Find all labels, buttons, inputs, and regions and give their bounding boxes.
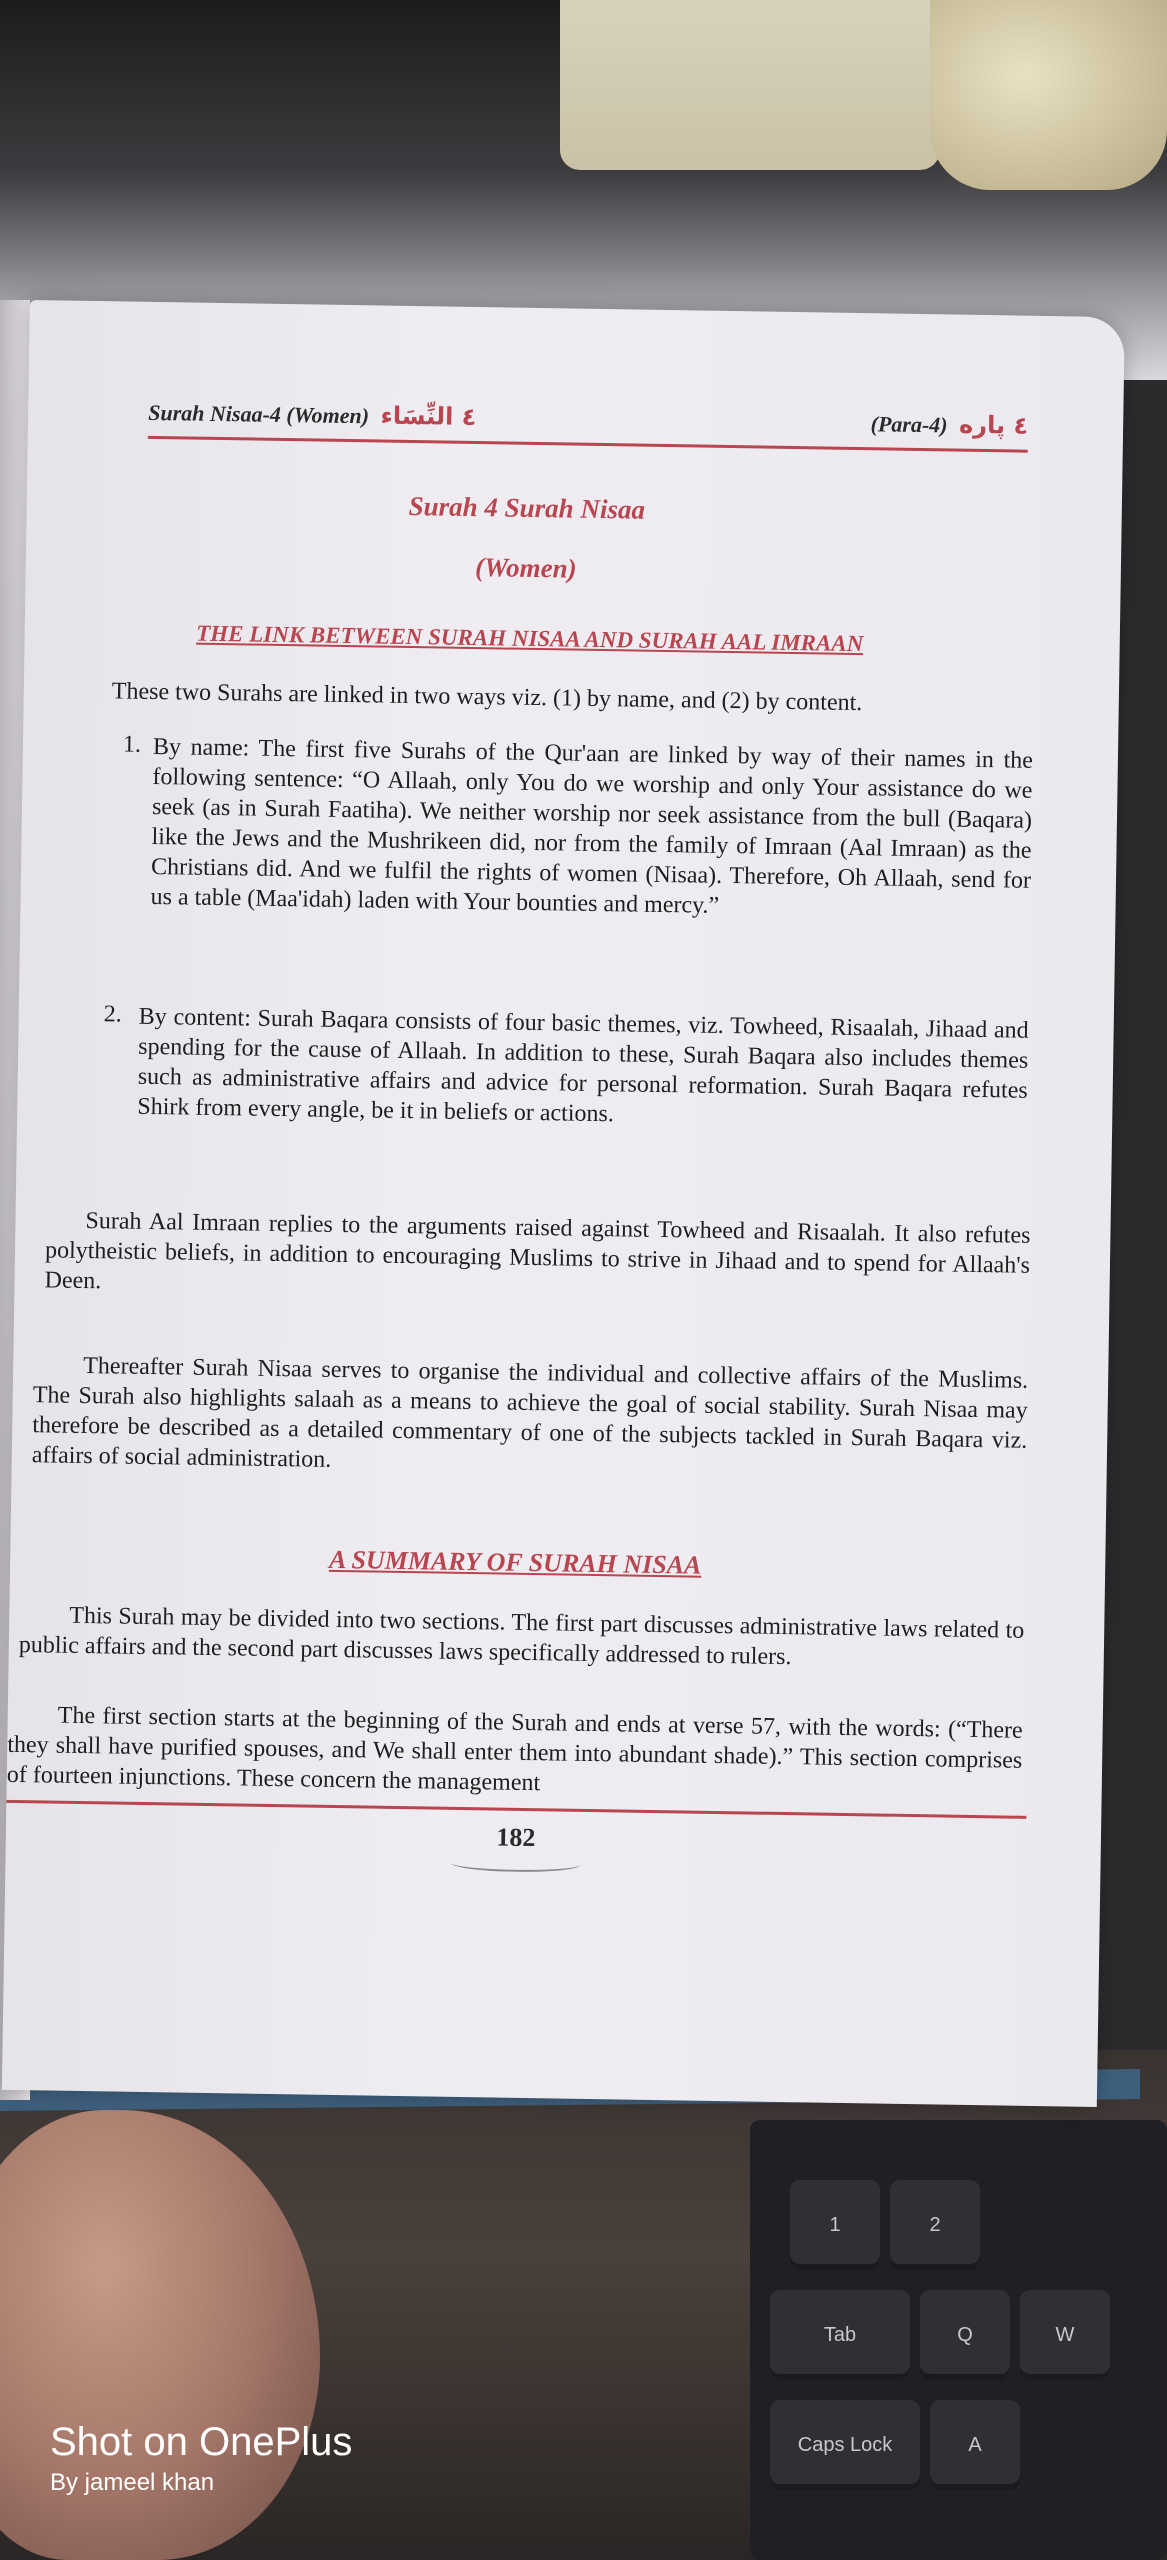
key-caps-lock: Caps Lock bbox=[770, 2400, 920, 2490]
key-tab: Tab bbox=[770, 2290, 910, 2380]
list-number-1: 1. bbox=[122, 731, 142, 758]
key-2: 2 bbox=[890, 2180, 980, 2270]
header-right bbox=[870, 409, 1028, 439]
page-header bbox=[148, 392, 1029, 453]
summary-heading: A SUMMARY OF SURAH NISAA bbox=[328, 1544, 702, 1580]
list-item-1: By name: The first five Surahs of the Qur'aan are linked by way of their names in the following sentence: “O Allaah, only You do we worship and only Your assistance do we seek (as in Surah Faatiha). We neither worship nor seek assistance from the bull (Baqara) like the Jews and the Mushrikeen did, nor from the family of Imraan (Aal Imraan) as the Christians did. And we fulfil the rights of women (Nisaa). Therefore, Oh Allaah, send for us a table (Maa'idah) laden with Your bounties and mercy.” bbox=[150, 733, 1034, 919]
header-left-arabic: ٤ النِّسَاء bbox=[380, 401, 477, 432]
book-page bbox=[2, 300, 1125, 2107]
header-right-text: (Para-4) bbox=[870, 411, 948, 438]
link-heading: THE LINK BETWEEN SURAH NISAA AND SURAH AAL IMRAAN bbox=[195, 620, 864, 657]
list-item-2: By content: Surah Baqara consists of four basic themes, viz. Towheed, Risaalah, Jihaad and spending for the cause of Allaah. In addition to these, Surah Baqara also includes themes such as administrative affairs and advice for personal reformation. Surah Baqara refutes Shirk from every angle, be it in beliefs or actions. bbox=[137, 1003, 1029, 1128]
key-1: 1 bbox=[790, 2180, 880, 2270]
keyboard bbox=[750, 2120, 1167, 2560]
watermark-sub: By jameel khan bbox=[50, 2469, 215, 2496]
surah-title: Surah 4 Surah Nisaa bbox=[408, 490, 646, 525]
paragraph-sections: This Surah may be divided into two sections. The first part discusses administrative laws related to public affairs and the second part discusses laws specifically addressed to rulers. bbox=[18, 1602, 1025, 1671]
header-left bbox=[148, 398, 477, 431]
key-a: A bbox=[930, 2400, 1020, 2490]
paragraph-first-section: The first section starts at the beginning of the Surah and ends at verse 57, with the words: (“There they shall have purified spouses, and We shall enter them into abundant shade).” This section comprises of fourteen injunctions. These concern the management bbox=[6, 1702, 1023, 1797]
background-jar bbox=[930, 0, 1167, 190]
header-left-text: Surah Nisaa-4 (Women) bbox=[148, 399, 370, 429]
key-q: Q bbox=[920, 2290, 1010, 2380]
surah-subtitle: (Women) bbox=[474, 552, 577, 584]
key-w: W bbox=[1020, 2290, 1110, 2380]
page-number-ornament bbox=[450, 1855, 580, 1873]
camera-watermark bbox=[50, 2420, 352, 2497]
background-device bbox=[560, 0, 940, 170]
intro-paragraph: These two Surahs are linked in two ways viz. (1) by name, and (2) by content. bbox=[111, 678, 863, 717]
list-number-2: 2. bbox=[103, 1001, 122, 1028]
paragraph-nisaa: Thereafter Surah Nisaa serves to organise the individual and collective affairs of the Muslims. The Surah also highlights salaah as a means to achieve the goal of social stability. Surah Nisaa may therefore be described as a detailed commentary of one of the subjects tackled in Surah Baqara viz. affairs of social administration. bbox=[31, 1352, 1029, 1473]
watermark-main: Shot on OnePlus bbox=[50, 2420, 353, 2464]
header-right-arabic: ٤ پاره bbox=[958, 410, 1029, 440]
page-number: 182 bbox=[496, 1822, 536, 1853]
paragraph-aal-imraan: Surah Aal Imraan replies to the arguments raised against Towheed and Risaalah. It also refutes polytheistic beliefs, in addition to encouraging Muslims to strive in Jihaad and to spend for Allaah's Deen. bbox=[44, 1207, 1031, 1295]
